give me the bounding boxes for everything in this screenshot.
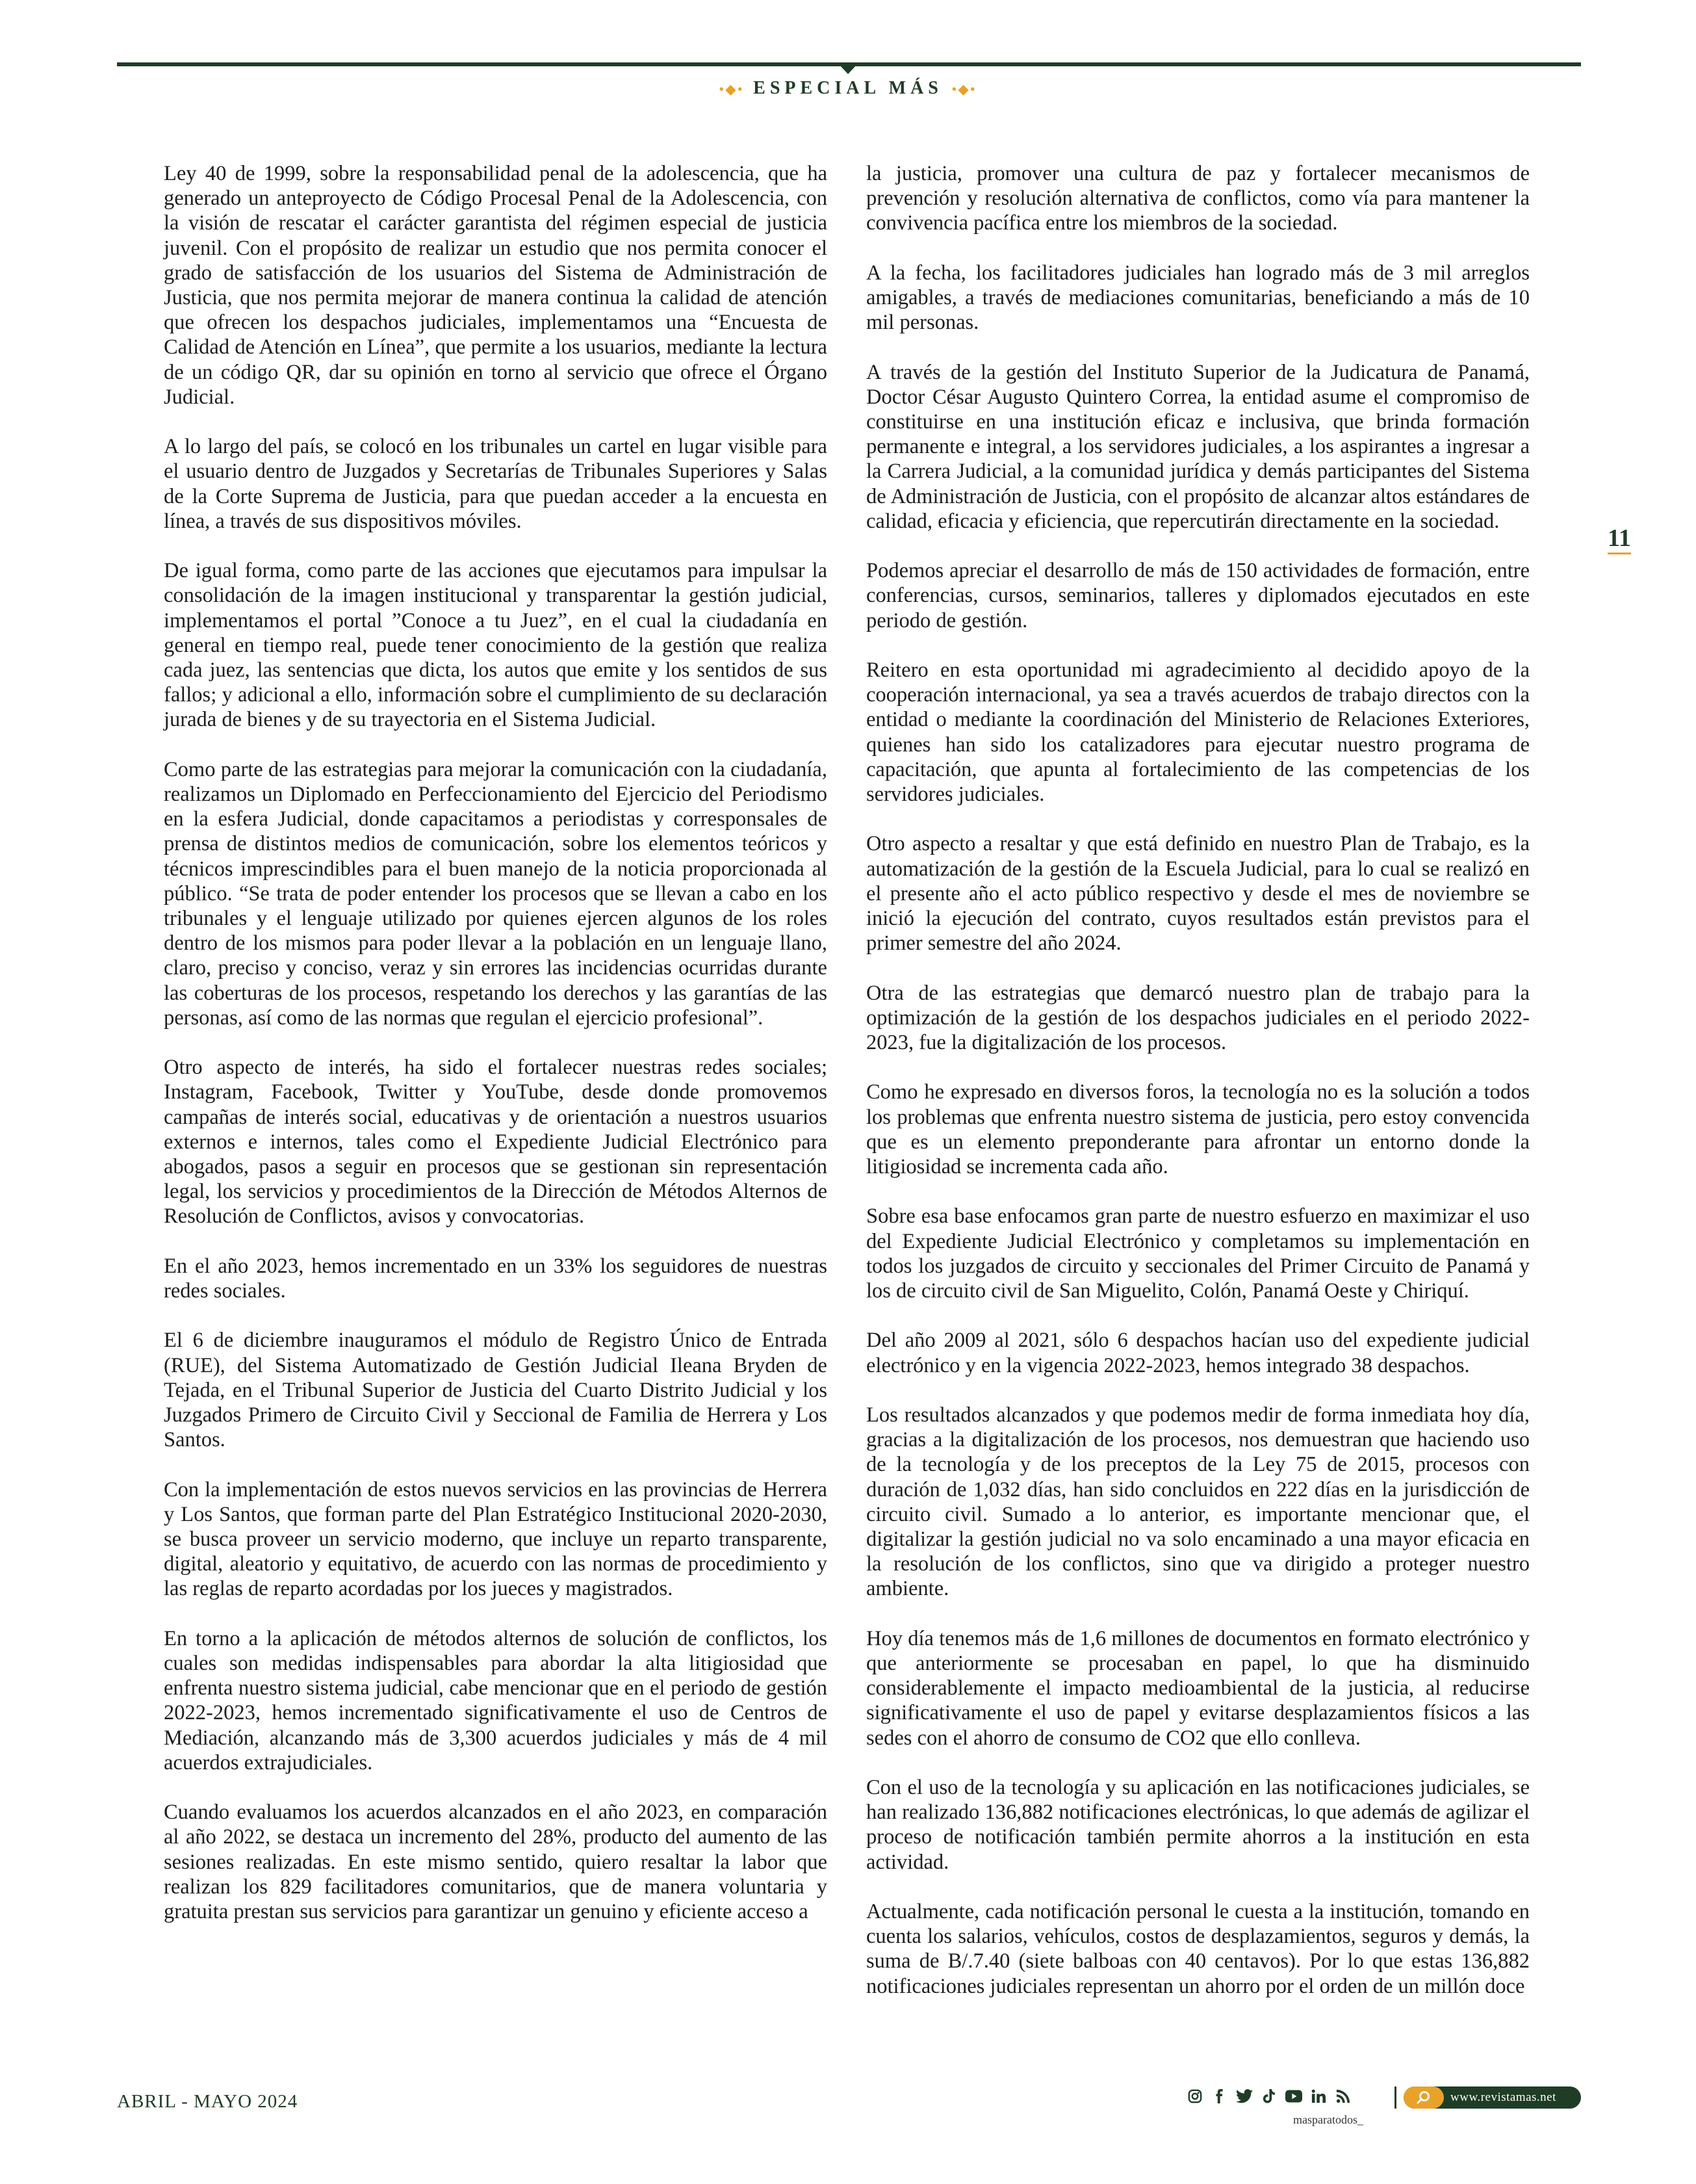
- paragraph: Ley 40 de 1999, sobre la responsabilidad penal de la adolescencia, que ha generado un anteproyecto de Código Procesal Penal de la Adolescencia, con la visión de rescatar el carácter garantista del régimen especial de justicia juvenil. Con el propósito de realizar un estudio que nos permita conocer el grado de satisfacción de los usuarios del Sistema de Administración de Justicia, que nos permita mejorar de manera continua la calidad de atención que ofrecen los despachos judiciales, implementamos una “Encuesta de Calidad de Atención en Línea”, que permite a los usuarios, mediante la lectura de un código QR, dar su opinión en torno al servicio que ofrece el Órgano Judicial.: [164, 162, 827, 409]
- website-url[interactable]: www.revistamas.net: [1450, 2090, 1556, 2104]
- paragraph: De igual forma, como parte de las acciones que ejecutamos para impulsar la consolidación de la imagen institucional y transparentar la gestión judicial, implementamos el portal ”Conoce a tu Juez”, en el cual la ciudadanía en general en tiempo real, puede tener conocimiento de la gestión que realiza cada juez, las sentencias que dicta, los autos que emite y los sentidos de sus fallos; y adicional a ello, información sobre el cumplimiento de su declaración jurada de bienes y de su trayectoria en el Sistema Judicial.: [164, 559, 827, 732]
- left-column: [164, 161, 827, 1949]
- paragraph: Los resultados alcanzados y que podemos medir de forma inmediata hoy día, gracias a la digitalización de los procesos, nos demuestran que haciendo uso de la tecnología y de los preceptos de la Ley 75 de 2015, procesos con duración de 1,032 días, han sido concluidos en 222 días en la jurisdicción de circuito civil. Sumado a lo anterior, es importante mencionar que, el digitalizar la gestión judicial no va solo encaminado a una mayor eficacia en la resolución de los conflictos, sino que va dirigido a proteger nuestro ambiente.: [866, 1403, 1530, 1601]
- paragraph: Sobre esa base enfocamos gran parte de nuestro esfuerzo en maximizar el uso del Expediente Judicial Electrónico y completamos su implementación en todos los juzgados de circuito y seccionales del Primer Circuito de Panamá y los de circuito civil de San Miguelito, Colón, Panamá Oeste y Chiriquí.: [866, 1204, 1530, 1303]
- paragraph: A lo largo del país, se colocó en los tribunales un cartel en lugar visible para el usuario dentro de Juzgados y Secretarías de Tribunales Superiores y Salas de la Corte Suprema de Justicia, para que puedan acceder a la encuesta en línea, a través de sus dispositivos móviles.: [164, 435, 827, 533]
- paragraph: Con la implementación de estos nuevos servicios en las provincias de Herrera y Los Santos, que forman parte del Plan Estratégico Institucional 2020-2030, se busca proveer un servicio moderno, que incluye un reparto transparente, digital, aleatorio y equitativo, de acuerdo con las normas de procedimiento y las reglas de reparto acordadas por los jueces y magistrados.: [164, 1477, 827, 1601]
- paragraph: la justicia, promover una cultura de paz y fortalecer mecanismos de prevención y resolución alternativa de conflictos, como vía para mantener la convivencia pacífica entre los miembros de la sociedad.: [866, 162, 1530, 235]
- paragraph: Del año 2009 al 2021, sólo 6 despachos hacían uso del expediente judicial electrónico y en la vigencia 2022-2023, hemos integrado 38 despachos.: [866, 1329, 1530, 1377]
- paragraph: Podemos apreciar el desarrollo de más de 150 actividades de formación, entre conferencias, cursos, seminarios, talleres y diplomados ejecutados en este periodo de gestión.: [866, 559, 1530, 632]
- paragraph: Otro aspecto de interés, ha sido el fortalecer nuestras redes sociales; Instagram, Facebook, Twitter y YouTube, desde donde promovemos campañas de interés social, educativas y de orientación a nuestros usuarios externos e internos, tales como el Expediente Judicial Electrónico para abogados, pasos a seguir en procesos que se gestionan sin representación legal, los servicios y procedimientos de la Dirección de Métodos Alternos de Resolución de Conflictos, avisos y convocatorias.: [164, 1056, 827, 1228]
- social-links: [1187, 2088, 1352, 2105]
- page-number: 11: [1608, 525, 1631, 554]
- section-header: [0, 78, 1696, 99]
- paragraph: El 6 de diciembre inauguramos el módulo de Registro Único de Entrada (RUE), del Sistema Automatizado de Gestión Judicial Ileana Bryden de Tejada, en el Tribunal Superior de Justicia del Cuarto Distrito Judicial y los Juzgados Primero de Circuito Civil y Seccional de Familia de Herrera y Los Santos.: [164, 1329, 827, 1452]
- section-title: ESPECIAL MÁS: [753, 78, 943, 98]
- paragraph: Cuando evaluamos los acuerdos alcanzados en el año 2023, en comparación al año 2022, se destaca un incremento del 28%, producto del aumento de las sesiones realizadas. En este mismo sentido, quiero resaltar la labor que realizan los 829 facilitadores comunitarios, que de manera voluntaria y gratuita prestan sus servicios para garantizar un genuino y eficiente acceso a: [164, 1800, 827, 1924]
- paragraph: Actualmente, cada notificación personal le cuesta a la institución, tomando en cuenta los salarios, vehículos, costos de desplazamientos, seguros y demás, la suma de B/.7.40 (siete balboas con 40 centavos). Por lo que estas 136,882 notificaciones judiciales representan un ahorro por el orden de un millón doce: [866, 1900, 1530, 1998]
- search-icon: [1404, 2086, 1444, 2109]
- right-column: [866, 161, 1530, 2023]
- footer-divider: [1394, 2086, 1396, 2109]
- paragraph: En torno a la aplicación de métodos alternos de solución de conflictos, los cuales son medidas indispensables para abordar la alta litigiosidad que enfrenta nuestro sistema judicial, cabe mencionar que en el periodo de gestión 2022-2023, hemos incrementado significativamente el uso de Centros de Mediación, alcanzando más de 3,300 acuerdos judiciales y más de 4 mil acuerdos extrajudiciales.: [164, 1626, 827, 1774]
- paragraph: En el año 2023, hemos incrementado en un 33% los seguidores de nuestras redes sociales.: [164, 1254, 827, 1303]
- paragraph: Con el uso de la tecnología y su aplicación en las notificaciones judiciales, se han realizado 136,882 notificaciones electrónicas, lo que además de agilizar el proceso de notificación también permite ahorros a la institución en esta actividad.: [866, 1776, 1530, 1874]
- paragraph: Reitero en esta oportunidad mi agradecimiento al decidido apoyo de la cooperación internacional, ya sea a través acuerdos de trabajo directos con la entidad o mediante la coordinación del Ministerio de Relaciones Exteriores, quienes han sido los catalizadores para ejecutar nuestro programa de capacitación, que apunta al fortalecimiento de las competencias de los servidores judiciales.: [866, 658, 1530, 807]
- ornament-left: •◆•: [719, 83, 745, 97]
- paragraph: Hoy día tenemos más de 1,6 millones de documentos en formato electrónico y que anteriormente se procesaban en papel, lo que ha disminuido considerablemente el impacto medioambiental de la justicia, al reducirse significativamente el uso de papel y evitarse desplazamientos físicos a las sedes con el ahorro de consumo de CO2 que ello conlleva.: [866, 1626, 1530, 1750]
- social-handle: masparatodos_: [1293, 2113, 1363, 2126]
- paragraph: A través de la gestión del Instituto Superior de la Judicatura de Panamá, Doctor César Augusto Quintero Correa, la entidad asume el compromiso de constituirse en una institución eficaz e inclusiva, que brinda formación permanente e integral, a los servidores judiciales, a los aspirantes a ingresar a la Carrera Judicial, a la comunidad jurídica y demás participantes del Sistema de Administración de Justicia, con el propósito de alcanzar altos estándares de calidad, eficacia y eficiencia, que repercutirán directamente en la sociedad.: [866, 360, 1530, 533]
- header-rule-notch: [840, 65, 856, 74]
- rss-icon[interactable]: [1335, 2088, 1352, 2105]
- tiktok-icon[interactable]: [1261, 2088, 1278, 2105]
- youtube-icon[interactable]: [1285, 2088, 1302, 2105]
- ornament-right: •◆•: [951, 83, 977, 97]
- paragraph: A la fecha, los facilitadores judiciales han logrado más de 3 mil arreglos amigables, a través de mediaciones comunitarias, beneficiando a más de 10 mil personas.: [866, 261, 1530, 335]
- instagram-icon[interactable]: [1187, 2088, 1203, 2105]
- linkedin-icon[interactable]: [1310, 2088, 1327, 2105]
- twitter-icon[interactable]: [1236, 2088, 1253, 2105]
- paragraph: Otro aspecto a resaltar y que está definido en nuestro Plan de Trabajo, es la automatización de la gestión de la Escuela Judicial, para lo cual se realizó en el presente año el acto público respectivo y desde el mes de noviembre se inició la ejecución del contrato, cuyos resultados están previstos para el primer semestre del año 2024.: [866, 832, 1530, 956]
- paragraph: Como parte de las estrategias para mejorar la comunicación con la ciudadanía, realizamos un Diplomado en Perfeccionamiento del Ejercicio del Periodismo en la esfera Judicial, donde capacitamos a periodistas y corresponsales de prensa de distintos medios de comunicación, sobre los elementos teóricos y técnicos imprescindibles para el buen manejo de la noticia proporcionada al público. “Se trata de poder entender los procesos que se llevan a cabo en los tribunales y el lenguaje utilizado por quienes ejercen algunos de los roles dentro de los mismos para poder llevar a la población en un lenguaje llano, claro, preciso y conciso, veraz y sin errores las incidencias ocurridas durante las coberturas de los procesos, respetando los derechos y las garantías de las personas, así como de las normas que regulan el ejercicio profesional”.: [164, 757, 827, 1030]
- paragraph: Como he expresado en diversos foros, la tecnología no es la solución a todos los problemas que enfrenta nuestro sistema de justicia, pero estoy convencida que es un elemento preponderante para afrontar un entorno donde la litigiosidad se incrementa cada año.: [866, 1080, 1530, 1179]
- facebook-icon[interactable]: [1211, 2088, 1228, 2105]
- issue-date: ABRIL - MAYO 2024: [117, 2091, 298, 2112]
- paragraph: Otra de las estrategias que demarcó nuestro plan de trabajo para la optimización de la gestión de los despachos judiciales en el periodo 2022-2023, fue la digitalización de los procesos.: [866, 981, 1530, 1055]
- website-link[interactable]: [1404, 2086, 1581, 2109]
